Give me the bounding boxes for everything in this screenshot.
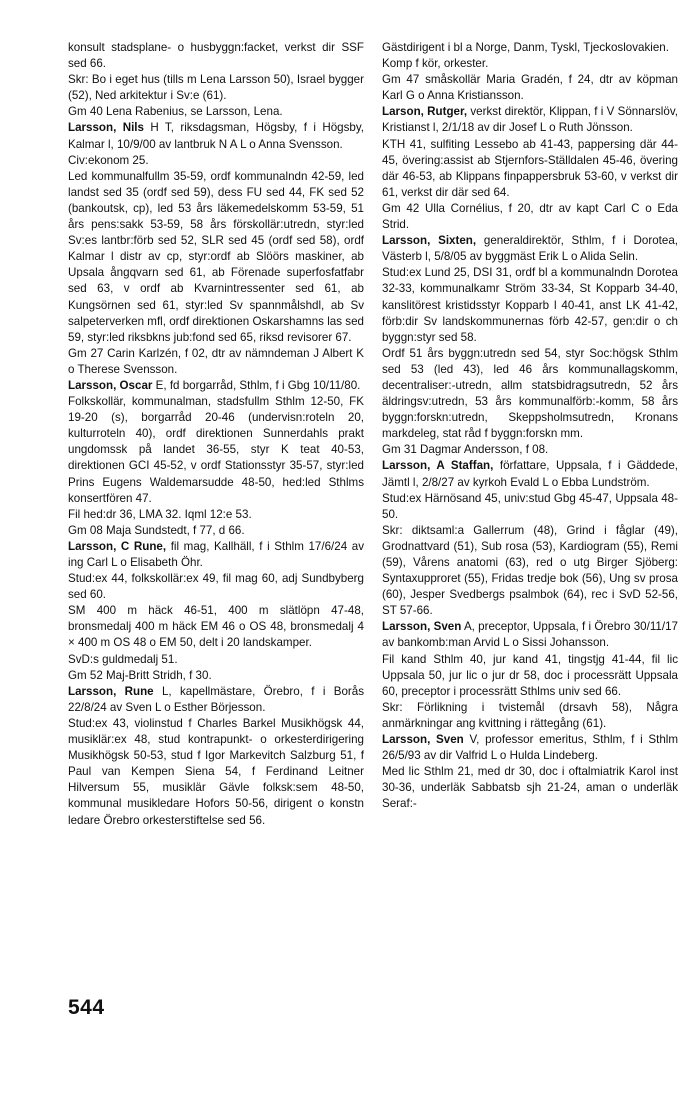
entry-heading — [68, 539, 364, 571]
entry-paragraph: Fil kand Sthlm 40, jur kand 41, tingstjg 41-44, fil lic Uppsala 50, jur lic o jur dr 58, doc i processrätt Uppsala 60, preceptor i processrätt Sthlms univ sed 66. — [382, 652, 678, 698]
entry-heading — [382, 233, 678, 265]
biography-entry — [68, 120, 364, 378]
biography-entry — [68, 40, 364, 120]
entry-intro: verkst direktör, Klippan, f i V Sönnarslöv, Kristianst l, 2/1/18 av dir Josef L o Ruth Jönsson. — [382, 105, 678, 135]
entry-name: Larsson, Sixten, — [382, 234, 477, 248]
entry-paragraph: Stud:ex Lund 25, DSI 31, ordf bl a kommunalndn Dorotea 32-33, kommunalkamr Ström 33-34, St Kopparb 34-40, kanslitörest kristidsstyr Kopparb l 40-41, anst LK 41-42, förb:dir Sv landskommunernas förb 42-57, gen:dir o ch byggn:styr sed 58. — [382, 266, 678, 344]
entry-name: Larsson, Sven — [382, 733, 464, 747]
entry-heading — [382, 732, 678, 764]
entry-intro: A, preceptor, Uppsala, f i Örebro 30/11/17 av bankomb:man Arvid L o Sissi Johansson. — [382, 620, 678, 650]
entry-paragraph: Gm 52 Maj-Britt Stridh, f 30. — [68, 668, 212, 682]
entry-name: Larsson, Nils — [68, 121, 144, 135]
entry-paragraph: KTH 41, sulfiting Lessebo ab 41-43, pappersing där 44-45, övering:assist ab Stjernfors-Ställdalen 45-46, övering där 46-53, ab Klippans finpappersbruk 53-60, v verkst dir 61, verkst dir där sed 64. — [382, 137, 678, 199]
entry-paragraph: Gm 31 Dagmar Andersson, f 08. — [382, 443, 549, 457]
entry-intro: V, professor emeritus, Sthlm, f i Sthlm 26/5/93 av dir Valfrid L o Hulda Lindeberg. — [382, 733, 678, 763]
biography-entry — [382, 458, 678, 619]
entry-paragraph: Skr: Förlikning i tvistemål (drsavh 58), Några anmärkningar ang kvittning i rättegång (61). — [382, 700, 678, 730]
entry-heading — [68, 684, 364, 716]
entry-intro: generaldirektör, Sthlm, f i Dorotea, Västerb l, 5/8/05 av byggmäst Erik L o Alida Selin. — [382, 234, 678, 264]
entry-paragraph: Skr: diktsaml:a Gallerrum (48), Grind i fåglar (49), Grodnattvard (51), Sub rosa (53), Kardiogram (55), Remi (59), Vårens anatomi (63), red o utg Birger Sjöberg: Syntaxupproret (55), Fridas tredje bok (56), Ung sv prosa (60), Jesper Svedbergs psalmbok (64), rec i SvD 52-56, ST 57-66. — [382, 523, 678, 618]
biography-entry — [68, 539, 364, 684]
entry-paragraph: SvD:s guldmedalj 51. — [68, 652, 178, 666]
entry-paragraph: Gm 27 Carin Karlzén, f 02, dtr av nämndeman J Albert K o Therese Svensson. — [68, 346, 364, 376]
entry-paragraph: Folkskollär, kommunalman, stadsfullm Sthlm 12-50, FK 19-20 (s), borgarråd 20-46 (undervisn:roteln 20, kulturroteln 40), ordf direktionen Sunnerdahls prakt ungdomssk på landet 36-55, styr K teat 40-53, direktionen GCI 45-52, v ordf Stationsstyr 35-57, styr:led Prins Eugens Waldemarsudde 48-50, hed:led Sthlms konsertfören 47. — [68, 395, 364, 505]
entry-paragraph: Gm 40 Lena Rabenius, se Larsson, Lena. — [68, 105, 283, 119]
entry-intro: författare, Uppsala, f i Gäddede, Jämtl l, 2/8/27 av kyrkoh Evald L o Ebba Lundström. — [382, 459, 678, 489]
entry-paragraph: Ordf 51 års byggn:utredn sed 54, styr Soc:högsk Sthlm sed 53 (led 43), led 46 års kommunallagskomm, decentraliser:-utredn, allm statsbidragsutredn, 52 års äldringsv:utredn, 53 års kommunalförb:-komm, 58 års byggn:forskn:utredn, Skeppsholmsutredn, Kronans markdeleg, stat råd f byggn:forskn mm. — [382, 346, 678, 441]
entry-name: Larsson, Rune — [68, 684, 154, 698]
entry-name: Larsson, C Rune, — [68, 539, 167, 553]
left-column — [68, 40, 364, 829]
entry-paragraph: Stud:ex Härnösand 45, univ:stud Gbg 45-47, Uppsala 48-50. — [382, 491, 678, 521]
entry-paragraph: SM 400 m häck 46-51, 400 m slätlöpn 47-48, bronsmedalj 400 m häck EM 46 o OS 48, bronsmedalj 4 × 400 m OS 48 o EM 50, delt i 20 landskamper. — [68, 604, 364, 650]
biography-entry — [68, 378, 364, 539]
entry-paragraph: Fil hed:dr 36, LMA 32. Iqml 12:e 53. — [68, 507, 252, 521]
biography-entry — [382, 732, 678, 812]
entry-paragraph: Gm 42 Ulla Cornélius, f 20, dtr av kapt Carl C o Eda Strid. — [382, 201, 678, 232]
biography-entry — [68, 684, 364, 829]
biography-entry — [382, 104, 678, 233]
entry-heading — [382, 458, 678, 490]
entry-intro: L, kapellmästare, Örebro, f i Borås 22/8/24 av Sven L o Esther Börjesson. — [68, 684, 365, 714]
entry-paragraph: Gm 47 småskollär Maria Gradén, f 24, dtr av köpman Karl G o Anna Kristiansson. — [382, 73, 678, 103]
entry-paragraph: Skr: Bo i eget hus (tills m Lena Larsson 50), Israel bygger (52), Ned arkitektur i Sv:e (61). — [68, 73, 364, 103]
entry-heading — [382, 104, 678, 136]
page-number: 544 — [68, 996, 105, 1019]
entry-paragraph: Stud:ex 44, folkskollär:ex 49, fil mag 60, adj Sundbyberg sed 60. — [68, 572, 364, 602]
right-column — [382, 40, 678, 813]
entry-paragraph: Led kommunalfullm 35-59, ordf kommunalndn 42-59, led landst sed 35 (ordf sed 59), dess FU sed 44, FK sed 52 (bankoutsk, cp), led 53 års läkemedelskomm 53-59, 51 års pens:sakk 53-59, 58 års förskollär:utredn, styr:led Sv:es lantbr:förb sed 52, SLR sed 45 (ordf sed 58), ordf Kalmar l distr av cp, styr:ordf ab Slöörs maskiner, ab Upsala ångqvarn sed 61, ab Förenade superfosfatfabr sed 63, v ordf ab Kvarnintressenter sed 61, ab Kungsörnen sed 61, styr:led Sv spannmålshdl, ab Sv salpeterverken mfl, ordf direktionen Oskarshamns las sed 59, styr:led riksbkns jub:fond sed 65, riksd revisorer 67. — [68, 169, 364, 344]
entry-name: Larsson, Sven — [382, 620, 462, 634]
entry-intro: H T, riksdagsman, Högsby, f i Högsby, Kalmar l, 10/9/00 av lantbruk N A L o Anna Svensson. — [68, 121, 364, 151]
entry-heading — [68, 120, 364, 152]
entry-paragraph: Komp f kör, orkester. — [382, 57, 489, 71]
entry-paragraph: Med lic Sthlm 21, med dr 30, doc i oftalmiatrik Karol inst 30-36, underläk Sabbatsb sjh 21-24, aman o underläk Seraf:- — [382, 765, 678, 811]
entry-paragraph: Gm 08 Maja Sundstedt, f 77, d 66. — [68, 523, 245, 537]
entry-intro: fil mag, Kallhäll, f i Sthlm 17/6/24 av ing Carl L o Elisabeth Öhr. — [68, 539, 364, 569]
entry-paragraph: Gästdirigent i bl a Norge, Danm, Tyskl, Tjeckoslovakien. — [382, 41, 669, 54]
entry-name: Larsson, Oscar — [68, 378, 153, 392]
entry-name: Larsson, A Staffan, — [382, 459, 494, 473]
entry-intro: E, fd borgarråd, Sthlm, f i Gbg 10/11/80. — [152, 378, 361, 392]
entry-paragraph: Stud:ex 43, violinstud f Charles Barkel Musikhögsk 44, musiklär:ex 48, stud kontrapunkt- o orkesterdirigering Musikhögsk 50-53, stud f Igor Markevitch Salzburg 51, f Paul van Kempen Siena 54, f Ferdinand Leitner Hilversum 55, musiklär Gävle folksk:sem 48-50, kommunal musikledare Hofors 50-56, dirigent o konstn ledare Örebro orkesterstiftelse sed 56. — [68, 716, 364, 827]
entry-name: Larson, Rutger, — [382, 105, 468, 119]
biography-entry — [382, 40, 678, 104]
entry-heading — [68, 378, 364, 394]
biography-entry — [382, 233, 678, 458]
biography-entry — [382, 619, 678, 732]
entry-heading — [382, 619, 678, 651]
entry-paragraph: Civ:ekonom 25. — [68, 153, 149, 167]
entry-paragraph: konsult stadsplane- o husbyggn:facket, verkst dir SSF sed 66. — [68, 41, 364, 71]
